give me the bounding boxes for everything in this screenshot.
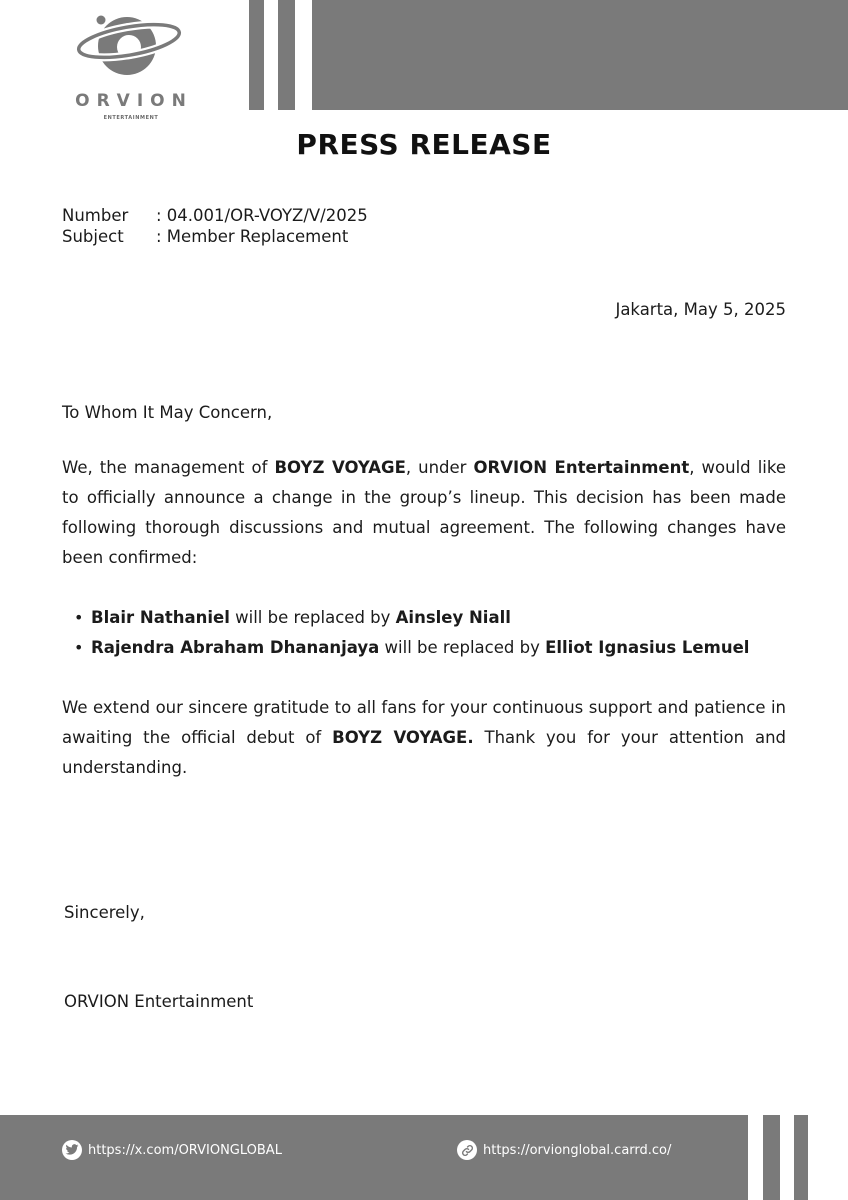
list-item (62, 633, 749, 663)
replaced-member: Rajendra Abraham Dhananjaya (91, 638, 380, 657)
new-member: Elliot Ignasius Lemuel (545, 638, 750, 657)
logo-subtitle: ENTERTAINMENT (103, 115, 159, 121)
link-icon (457, 1140, 477, 1160)
new-member: Ainsley Niall (395, 608, 511, 627)
greeting: To Whom It May Concern, (62, 403, 273, 422)
group-name: BOYZ VOYAGE (274, 458, 406, 477)
replacement-connector: will be replaced by (379, 638, 546, 657)
closing-salutation: Sincerely, (64, 903, 145, 922)
header-stripe-right (278, 0, 295, 110)
signer-name: ORVION Entertainment (64, 992, 254, 1011)
footer-stripe-right (794, 1115, 808, 1200)
para2-text-1: We extend our sincere gratitude to all fans for your continuous support and patience in awaiting the official debut of (62, 698, 786, 747)
replacement-list (62, 603, 749, 663)
para1-text-1: We, the management of (62, 458, 275, 477)
logo-wordmark: ORVION (75, 91, 193, 111)
number-label: Number (62, 206, 129, 225)
para1-text-2: , under (405, 458, 474, 477)
group-name: BOYZ VOYAGE. (332, 728, 474, 747)
subject-label: Subject (62, 227, 124, 246)
document-meta (62, 205, 368, 247)
website-url[interactable]: https://orvionglobal.carrd.co/ (483, 1142, 672, 1158)
header-stripe-left (249, 0, 264, 110)
orvion-logo (66, 8, 196, 121)
gratitude-paragraph (62, 693, 786, 783)
replaced-member: Blair Nathaniel (91, 608, 230, 627)
twitter-url[interactable]: https://x.com/ORVIONGLOBAL (88, 1142, 282, 1158)
replacement-connector: will be replaced by (229, 608, 396, 627)
subject-row (62, 226, 368, 247)
subject-value: : Member Replacement (156, 227, 349, 246)
number-value: : 04.001/OR-VOYZ/V/2025 (156, 206, 368, 225)
para2-text-2: Thank you for your attention and understanding. (62, 728, 787, 777)
header-banner (312, 0, 848, 110)
announcement-paragraph (62, 453, 786, 573)
twitter-bird-icon (62, 1140, 82, 1160)
list-item (62, 603, 749, 633)
footer-stripe-left (763, 1115, 780, 1200)
number-row (62, 205, 368, 226)
planet-logo-icon (76, 8, 186, 86)
website-link[interactable] (457, 1140, 671, 1160)
page-title: PRESS RELEASE (296, 128, 552, 161)
document-date: Jakarta, May 5, 2025 (615, 300, 786, 319)
para1-text-3: , would like to officially announce a change in the group’s lineup. This decision has been made following thorough discussions and mutual agreement. The following changes have been confirmed: (62, 458, 786, 567)
company-name: ORVION Entertainment (473, 458, 690, 477)
twitter-link[interactable] (62, 1140, 282, 1160)
